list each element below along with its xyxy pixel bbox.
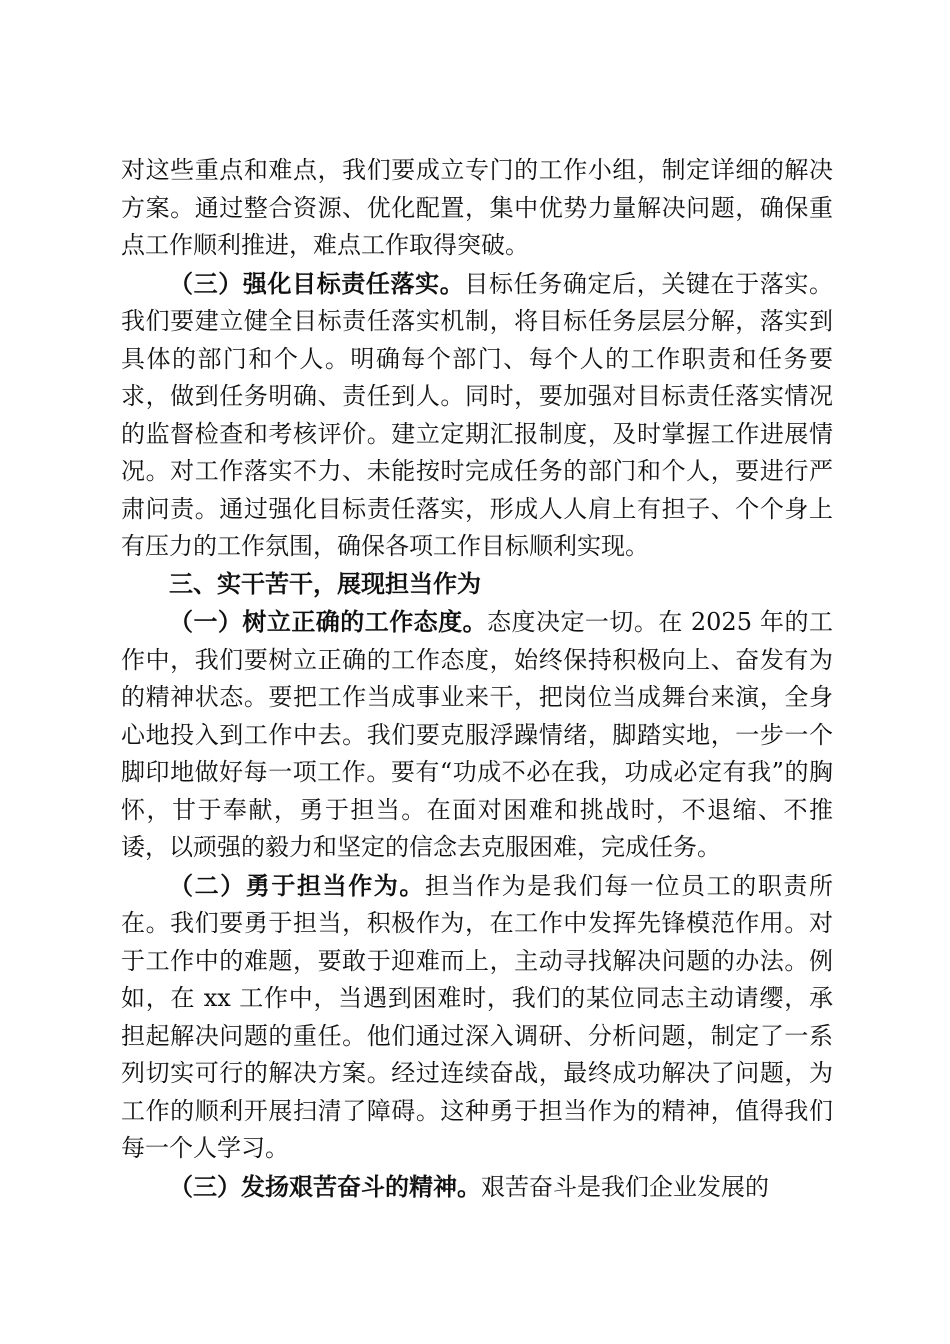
paragraph-hard-work (121, 1168, 833, 1207)
paragraph-work-attitude (121, 603, 833, 867)
paragraph-body: 目标任务确定后，关键在于落实。我们要建立健全目标责任落实机制，将目标任务层层分解，落实到具体的部门和个人。明确每个部门、每个人的工作职责和任务要求，做到任务明确、责任到人。同时，要加强对目标责任落实情况的监督检查和考核评价。建立定期汇报制度，及时掌握工作进展情况。对工作落实不力、未能按时完成任务的部门和个人，要进行严肃问责。通过强化目标责任落实，形成人人肩上有担子、个个身上有压力的工作氛围，确保各项工作目标顺利实现。 (121, 269, 834, 560)
paragraph-continued: 对这些重点和难点，我们要成立专门的工作小组，制定详细的解决方案。通过整合资源、优化配置，集中优势力量解决问题，确保重点工作顺利推进，难点工作取得突破。 (121, 156, 833, 259)
paragraph-heading: （三）发扬艰苦奋斗的精神。 (169, 1171, 481, 1201)
paragraph-body: 态度决定一切。在 2025 年的工作中，我们要树立正确的工作态度，始终保持积极向上、奋发有为的精神状态。要把工作当成事业来干，把岗位当成舞台来演，全身心地投入到工作中去。我们要克服浮躁情绪，脚踏实地，一步一个脚印地做好每一项工作。要有“功成不必在我，功成必定有我”的胸怀，甘于奉献，勇于担当。在面对困难和挑战时，不退缩、不推诿，以顽强的毅力和坚定的信念去克服困难，完成任务。 (121, 608, 833, 861)
paragraph-body: 担当作为是我们每一位员工的职责所在。我们要勇于担当，积极作为，在工作中发挥先锋模范作用。对于工作中的难题，要敢于迎难而上，主动寻找解决问题的办法。例如，在 xx 工作中，当遇到困难时，我们的某位同志主动请缨，承担起解决问题的重任。他们通过深入调研、分析问题，制定了一系列切实可行的解决方案。经过连续奋战，最终成功解决了问题，为工作的顺利开展扫清了障碍。这种勇于担当作为的精神，值得我们每一个人学习。 (121, 871, 833, 1162)
document-body (121, 152, 833, 1206)
paragraph-heading: （二）勇于担当作为。 (169, 870, 425, 900)
paragraph-take-responsibility (121, 867, 833, 1168)
paragraph-body: 艰苦奋斗是我们企业发展的 (481, 1172, 769, 1201)
section-heading: 三、实干苦干，展现担当作为 (169, 569, 481, 598)
paragraph-target-responsibility (121, 265, 833, 566)
paragraph-heading: （三）强化目标责任落实。 (169, 268, 465, 298)
paragraph-heading: （一）树立正确的工作态度。 (169, 607, 488, 636)
